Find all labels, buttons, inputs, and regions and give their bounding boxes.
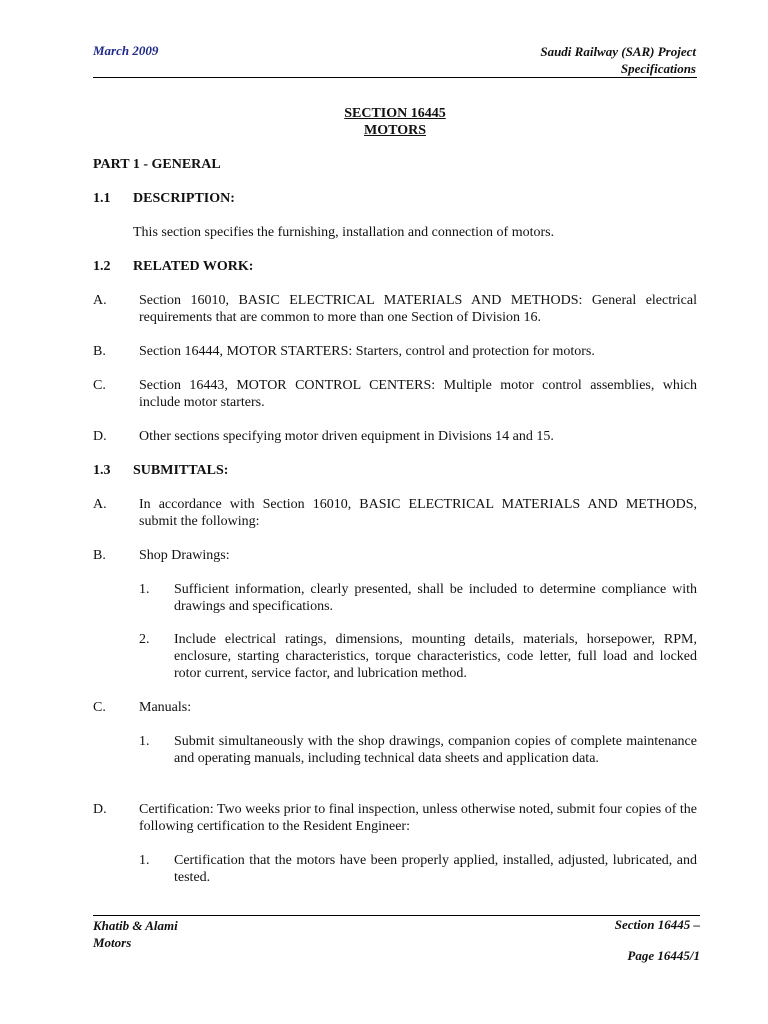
submittal-d-letter: D. [93,802,107,817]
submittal-d-text: Certification: Two weeks prior to final inspection, unless otherwise noted, submit four copies of the following certification to the Resident Engineer: [139,802,697,834]
submittal-b-letter: B. [93,548,106,563]
header-date: March 2009 [93,43,159,58]
related-a-text: Section 16010, BASIC ELECTRICAL MATERIALS AND METHODS: General electrical requirements that are common to more than one Section of Division 16. [139,293,697,325]
certification-1-text: Certification that the motors have been properly applied, installed, adjusted, lubricated, and tested. [174,853,697,885]
footer-section: Section 16445 – [614,917,700,932]
header-rule [93,77,697,78]
heading-1-1-number: 1.1 [93,191,111,206]
related-d-letter: D. [93,429,107,444]
shop-drawings-1-number: 1. [139,582,150,597]
related-b-text: Section 16444, MOTOR STARTERS: Starters, control and protection for motors. [139,344,595,359]
section-number: SECTION 16445 [344,106,446,121]
header-project-line1: Saudi Railway (SAR) Project [540,44,696,59]
footer-left [93,917,178,951]
related-b-letter: B. [93,344,106,359]
submittal-c-letter: C. [93,700,106,715]
heading-1-2-label: RELATED WORK: [133,259,254,274]
footer-subject: Motors [93,935,132,950]
related-c-letter: C. [93,378,106,393]
section-name: MOTORS [364,123,426,138]
shop-drawings-2-text: Include electrical ratings, dimensions, mounting details, materials, horsepower, RPM, enclosure, starting characteristics, torque characteristics, code letter, full load and locked rotor current, service factor, and lubrication method. [174,632,697,681]
shop-drawings-2-number: 2. [139,632,150,647]
related-d-text: Other sections specifying motor driven equipment in Divisions 14 and 15. [139,429,554,444]
heading-1-3-label: SUBMITTALS: [133,463,229,478]
manuals-1-text: Submit simultaneously with the shop drawings, companion copies of complete maintenance and operating manuals, including technical data sheets and application data. [174,734,697,766]
description-text: This section specifies the furnishing, installation and connection of motors. [133,225,555,240]
header-project-line2: Specifications [620,61,696,76]
shop-drawings-1-text: Sufficient information, clearly presented, shall be included to determine compliance with drawings and specifications. [174,582,697,614]
header-project [540,43,696,77]
related-a-letter: A. [93,293,107,308]
related-c-text: Section 16443, MOTOR CONTROL CENTERS: Multiple motor control assemblies, which include motor starters. [139,378,697,410]
heading-1-2-number: 1.2 [93,259,111,274]
submittal-c-text: Manuals: [139,700,192,715]
section-title [93,105,697,139]
certification-1-number: 1. [139,853,150,868]
part-heading: PART 1 - GENERAL [93,157,221,172]
submittal-b-text: Shop Drawings: [139,548,230,563]
submittal-a-text: In accordance with Section 16010, BASIC ELECTRICAL MATERIALS AND METHODS, submit the following: [139,497,697,529]
heading-1-1-label: DESCRIPTION: [133,191,235,206]
footer-rule [93,915,700,916]
heading-1-3-number: 1.3 [93,463,111,478]
submittal-a-letter: A. [93,497,107,512]
footer-company: Khatib & Alami [93,918,178,933]
manuals-1-number: 1. [139,734,150,749]
footer-page-number: Page 16445/1 [627,948,700,963]
